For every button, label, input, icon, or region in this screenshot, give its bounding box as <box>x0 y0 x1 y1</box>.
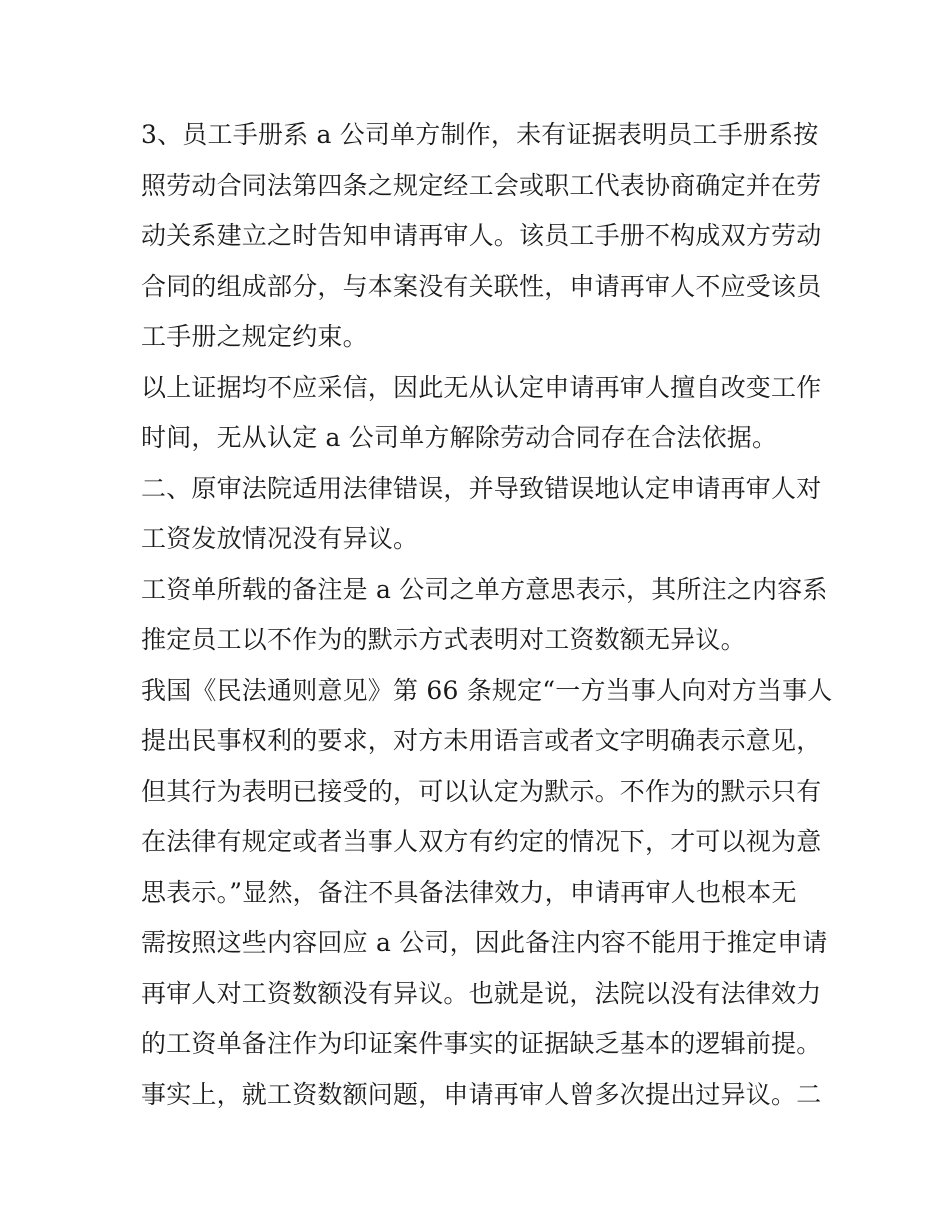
text-line: 思表示。”显然，备注不具备法律效力，申请再审人也根本无 <box>141 877 797 907</box>
text-line: 时间，无从认定 a 公司单方解除劳动合同存在合法依据。 <box>141 423 778 452</box>
text-line: 以上证据均不应采信，因此无从认定申请再审人擅自改变工作 <box>141 372 822 402</box>
text-line: 但其行为表明已接受的，可以认定为默示。不作为的默示只有 <box>141 776 822 806</box>
text-line: 工资发放情况没有异议。 <box>141 524 419 553</box>
text-line: 工手册之规定约束。 <box>141 322 368 351</box>
text-line: 提出民事权利的要求，对方未用语言或者文字明确表示意见， <box>141 726 822 755</box>
text-line: 再审人对工资数额没有异议。也就是说，法院以没有法律效力 <box>141 978 822 1008</box>
text-line: 事实上，就工资数额问题，申请再审人曾多次提出过异议。二 <box>141 1079 822 1109</box>
text-line: 在法律有规定或者当事人双方有约定的情况下，才可以视为意 <box>141 827 822 856</box>
document-body <box>141 110 833 1120</box>
text-line: 需按照这些内容回应 a 公司，因此备注内容不能用于推定申请 <box>141 928 828 957</box>
text-line: 二、原审法院适用法律错误，并导致错误地认定申请再审人对 <box>141 473 822 503</box>
text-line: 合同的组成部分，与本案没有关联性，申请再审人不应受该员 <box>141 271 822 301</box>
text-line: 3、员工手册系 a 公司单方制作，未有证据表明员工手册系按 <box>141 120 819 149</box>
text-line: 我国《民法通则意见》第 66 条规定“一方当事人向对方当事人 <box>141 675 833 705</box>
text-line: 推定员工以不作为的默示方式表明对工资数额无异议。 <box>141 625 746 654</box>
text-line: 工资单所载的备注是 a 公司之单方意思表示，其所注之内容系 <box>141 574 828 604</box>
text-line: 照劳动合同法第四条之规定经工会或职工代表协商确定并在劳 <box>141 170 822 200</box>
text-line: 动关系建立之时告知申请再审人。该员工手册不构成双方劳动 <box>141 221 822 250</box>
text-line: 的工资单备注作为印证案件事实的证据缺乏基本的逻辑前提。 <box>141 1029 822 1058</box>
